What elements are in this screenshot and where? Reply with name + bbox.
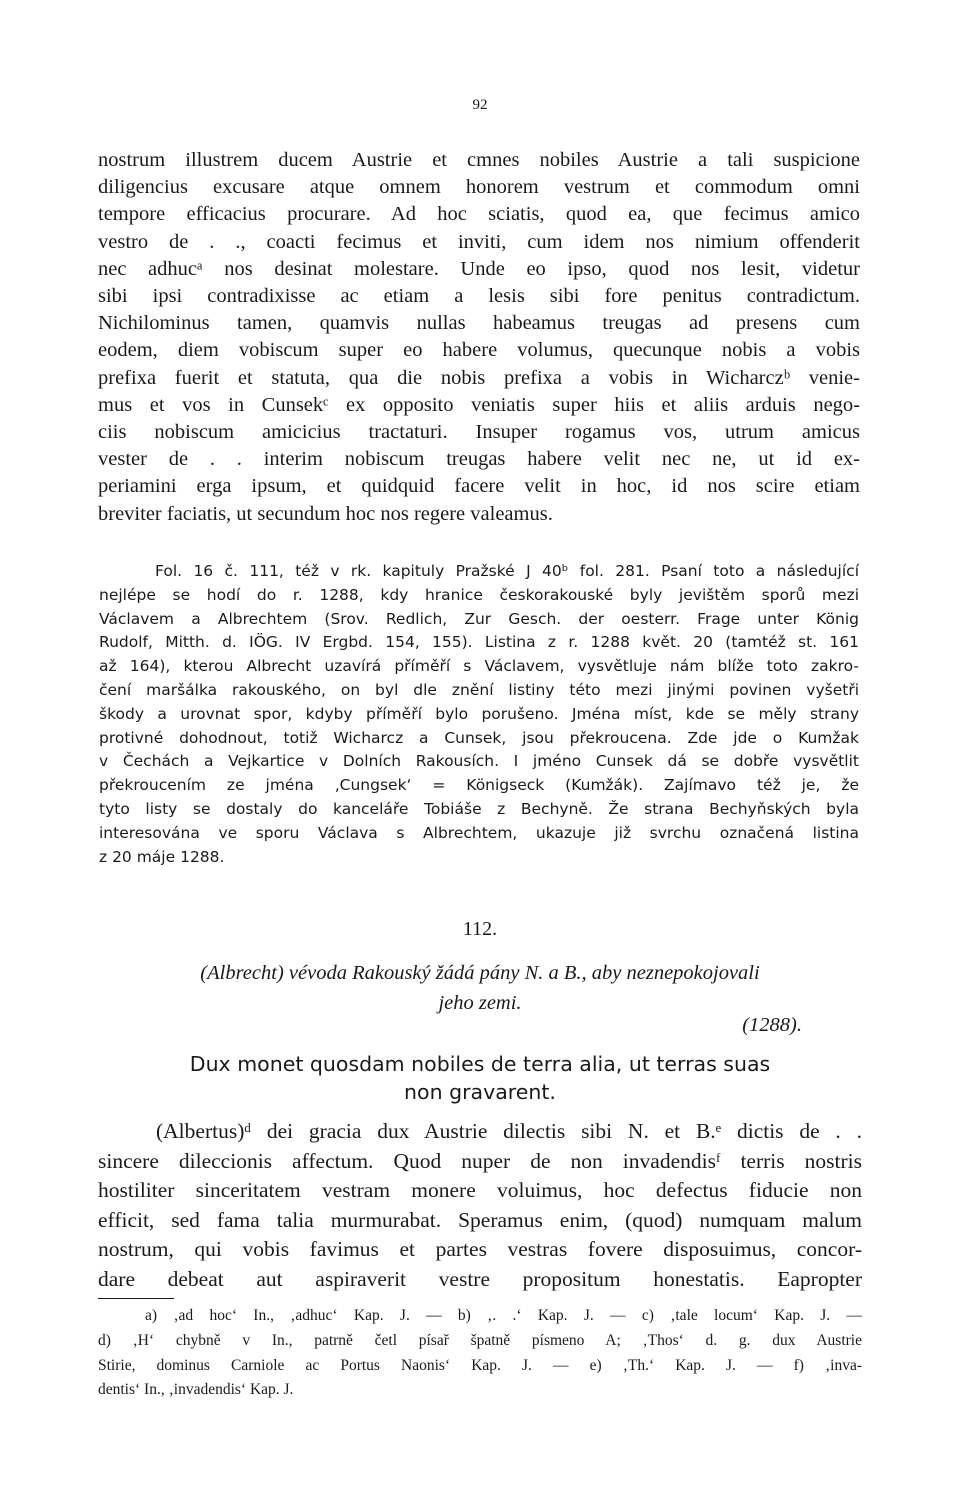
regest bbox=[0, 1050, 960, 1106]
main-text-line: mus et vos in Cunsekᶜ ex opposito veniatis super hiis et aliis arduis nego- bbox=[98, 393, 860, 416]
footnote-line: a) ‚ad hoc‘ In., ‚adhuc‘ Kap. J. — b) ‚. .‘ Kap. J. — c) ‚tale locum‘ Kap. J. — bbox=[145, 1307, 862, 1324]
main-text-line: vester de . . interim nobiscum treugas habere velit nec ne, ut id ex- bbox=[98, 448, 860, 471]
note-line: interesována ve sporu Václava s Albrechtem, ukazuje již svrchu označená listina bbox=[99, 823, 859, 842]
main-text-line: vestro de . ., coacti fecimus et inviti, cum idem nos nimium offenderit bbox=[98, 230, 860, 253]
note-line: až 164), kterou Albrecht uzavírá příměří s Václavem, vysvětluje nám blíže toto zakro- bbox=[99, 657, 859, 676]
note-line: z 20 máje 1288. bbox=[99, 847, 225, 866]
document-text-line: hostiliter sinceritatem vestram monere voluimus, hoc defectus fiducie non bbox=[98, 1178, 862, 1203]
document-text-line: efficit, sed fama talia murmurabat. Speramus enim, (quod) numquam malum bbox=[98, 1207, 862, 1232]
footnote-rule bbox=[98, 1298, 174, 1299]
note-line: protivné dohodnout, totiž Wicharcz a Cunsek, jsou překroucena. Zde jde o Kumžak bbox=[99, 728, 859, 747]
document-text-line: nostrum, qui vobis favimus et partes vestras fovere disposuimus, concor- bbox=[98, 1237, 862, 1262]
main-text-line: breviter faciatis, ut secundum hoc nos regere valeamus. bbox=[98, 502, 553, 525]
document-text-line: (Albertus)ᵈ dei gracia dux Austrie dilectis sibi N. et B.ᵉ dictis de . . bbox=[156, 1119, 862, 1143]
note-line: tyto listy se dostaly do kanceláře Tobiáše z Bechyně. Že strana Bechyňských byla bbox=[99, 799, 859, 818]
page-number: 92 bbox=[472, 97, 488, 113]
note-line: nejlépe se hodí do r. 1288, kdy hranice českorakouské byly jevištěm sporů mezi bbox=[99, 585, 859, 604]
note-line: škody a urovnat spor, kdyby příměří bylo porušeno. Jména míst, kde se měly strany bbox=[99, 704, 859, 723]
regest-line: Dux monet quosdam nobiles de terra alia, ut terras suas bbox=[189, 1052, 771, 1076]
document-text-line: sincere dileccionis affectum. Quod nuper de non invadendisᶠ terris nostris bbox=[98, 1148, 862, 1173]
main-text-line: sibi ipsi contradixisse ac etiam a lesis sibi fore penitus contradictum. bbox=[98, 285, 860, 308]
footnotes bbox=[98, 1304, 862, 1403]
document-number: 112. bbox=[462, 918, 498, 940]
main-text-line: tempore efficacius procurare. Ad hoc sciatis, quod ea, que fecimus amico bbox=[98, 203, 860, 226]
document-title bbox=[0, 958, 960, 1018]
document-title-line: (Albrecht) vévoda Rakouský žádá pány N. a B., aby neznepokojovali bbox=[200, 962, 760, 984]
main-text bbox=[98, 147, 860, 528]
footnote-line: d) ‚H‘ chybně v In., patrně četl písař špatně písmeno A; ‚Thos‘ d. g. dux Austrie bbox=[98, 1331, 862, 1349]
main-text-line: nec adhucᵃ nos desinat molestare. Unde eo ipso, quod nos lesit, videtur bbox=[98, 257, 860, 280]
main-text-line: periamini erga ipsum, et quidquid facere velit in hoc, id nos scire etiam bbox=[98, 475, 860, 498]
note-line: Václavem a Albrechtem (Srov. Redlich, Zur Gesch. der oesterr. Frage unter König bbox=[99, 609, 859, 628]
note-line: v Čechách a Vejkartice v Dolních Rakousích. I jméno Cunsek dá se dobře vysvětlit bbox=[99, 752, 859, 771]
main-text-line: Nichilominus tamen, quamvis nullas habeamus treugas ad presens cum bbox=[98, 312, 860, 335]
footnote-line: dentis‘ In., ‚invadendis‘ Kap. J. bbox=[98, 1381, 294, 1399]
document-text-line: dare debeat aut aspiraverit vestre propositum honestatis. Eapropter bbox=[98, 1266, 862, 1291]
main-text-line: prefixa fuerit et statuta, qua die nobis prefixa a vobis in Wicharczᵇ venie- bbox=[98, 366, 860, 389]
note-line: Fol. 16 č. 111, též v rk. kapituly Pražské J 40ᵇ fol. 281. Psaní toto a následující bbox=[155, 562, 859, 580]
main-text-line: diligencius excusare atque omnem honorem vestrum et commodum omni bbox=[98, 176, 860, 199]
main-text-line: nostrum illustrem ducem Austrie et cmnes nobiles Austrie a tali suspicione bbox=[98, 149, 860, 171]
note-line: čení maršálka rakouského, on byl dle znění listiny této mezi jinými povinen vyšetři bbox=[99, 680, 859, 699]
footnote-line: Stirie, dominus Carniole ac Portus Naonis‘ Kap. J. — e) ‚Th.‘ Kap. J. — f) ‚inva- bbox=[98, 1356, 862, 1374]
note-line: Rudolf, Mitth. d. IÖG. IV Ergbd. 154, 155). Listina z r. 1288 květ. 20 (tamtéž st. 161 bbox=[99, 633, 859, 652]
main-text-line: ciis nobiscum amicicius tractaturi. Insuper rogamus vos, utrum amicus bbox=[98, 421, 860, 444]
regest-line: non gravarent. bbox=[404, 1080, 556, 1104]
document-date: (1288). bbox=[742, 1014, 802, 1036]
note-line: překroucením ze jména ‚Cungsek‘ = Königseck (Kumžák). Zajímavo též je, že bbox=[99, 776, 859, 795]
document-text bbox=[98, 1117, 862, 1295]
main-text-line: eodem, diem vobiscum super eo habere volumus, quecunque nobis a vobis bbox=[98, 339, 860, 362]
document-title-line: jeho zemi. bbox=[438, 992, 522, 1014]
editorial-note bbox=[99, 560, 859, 869]
